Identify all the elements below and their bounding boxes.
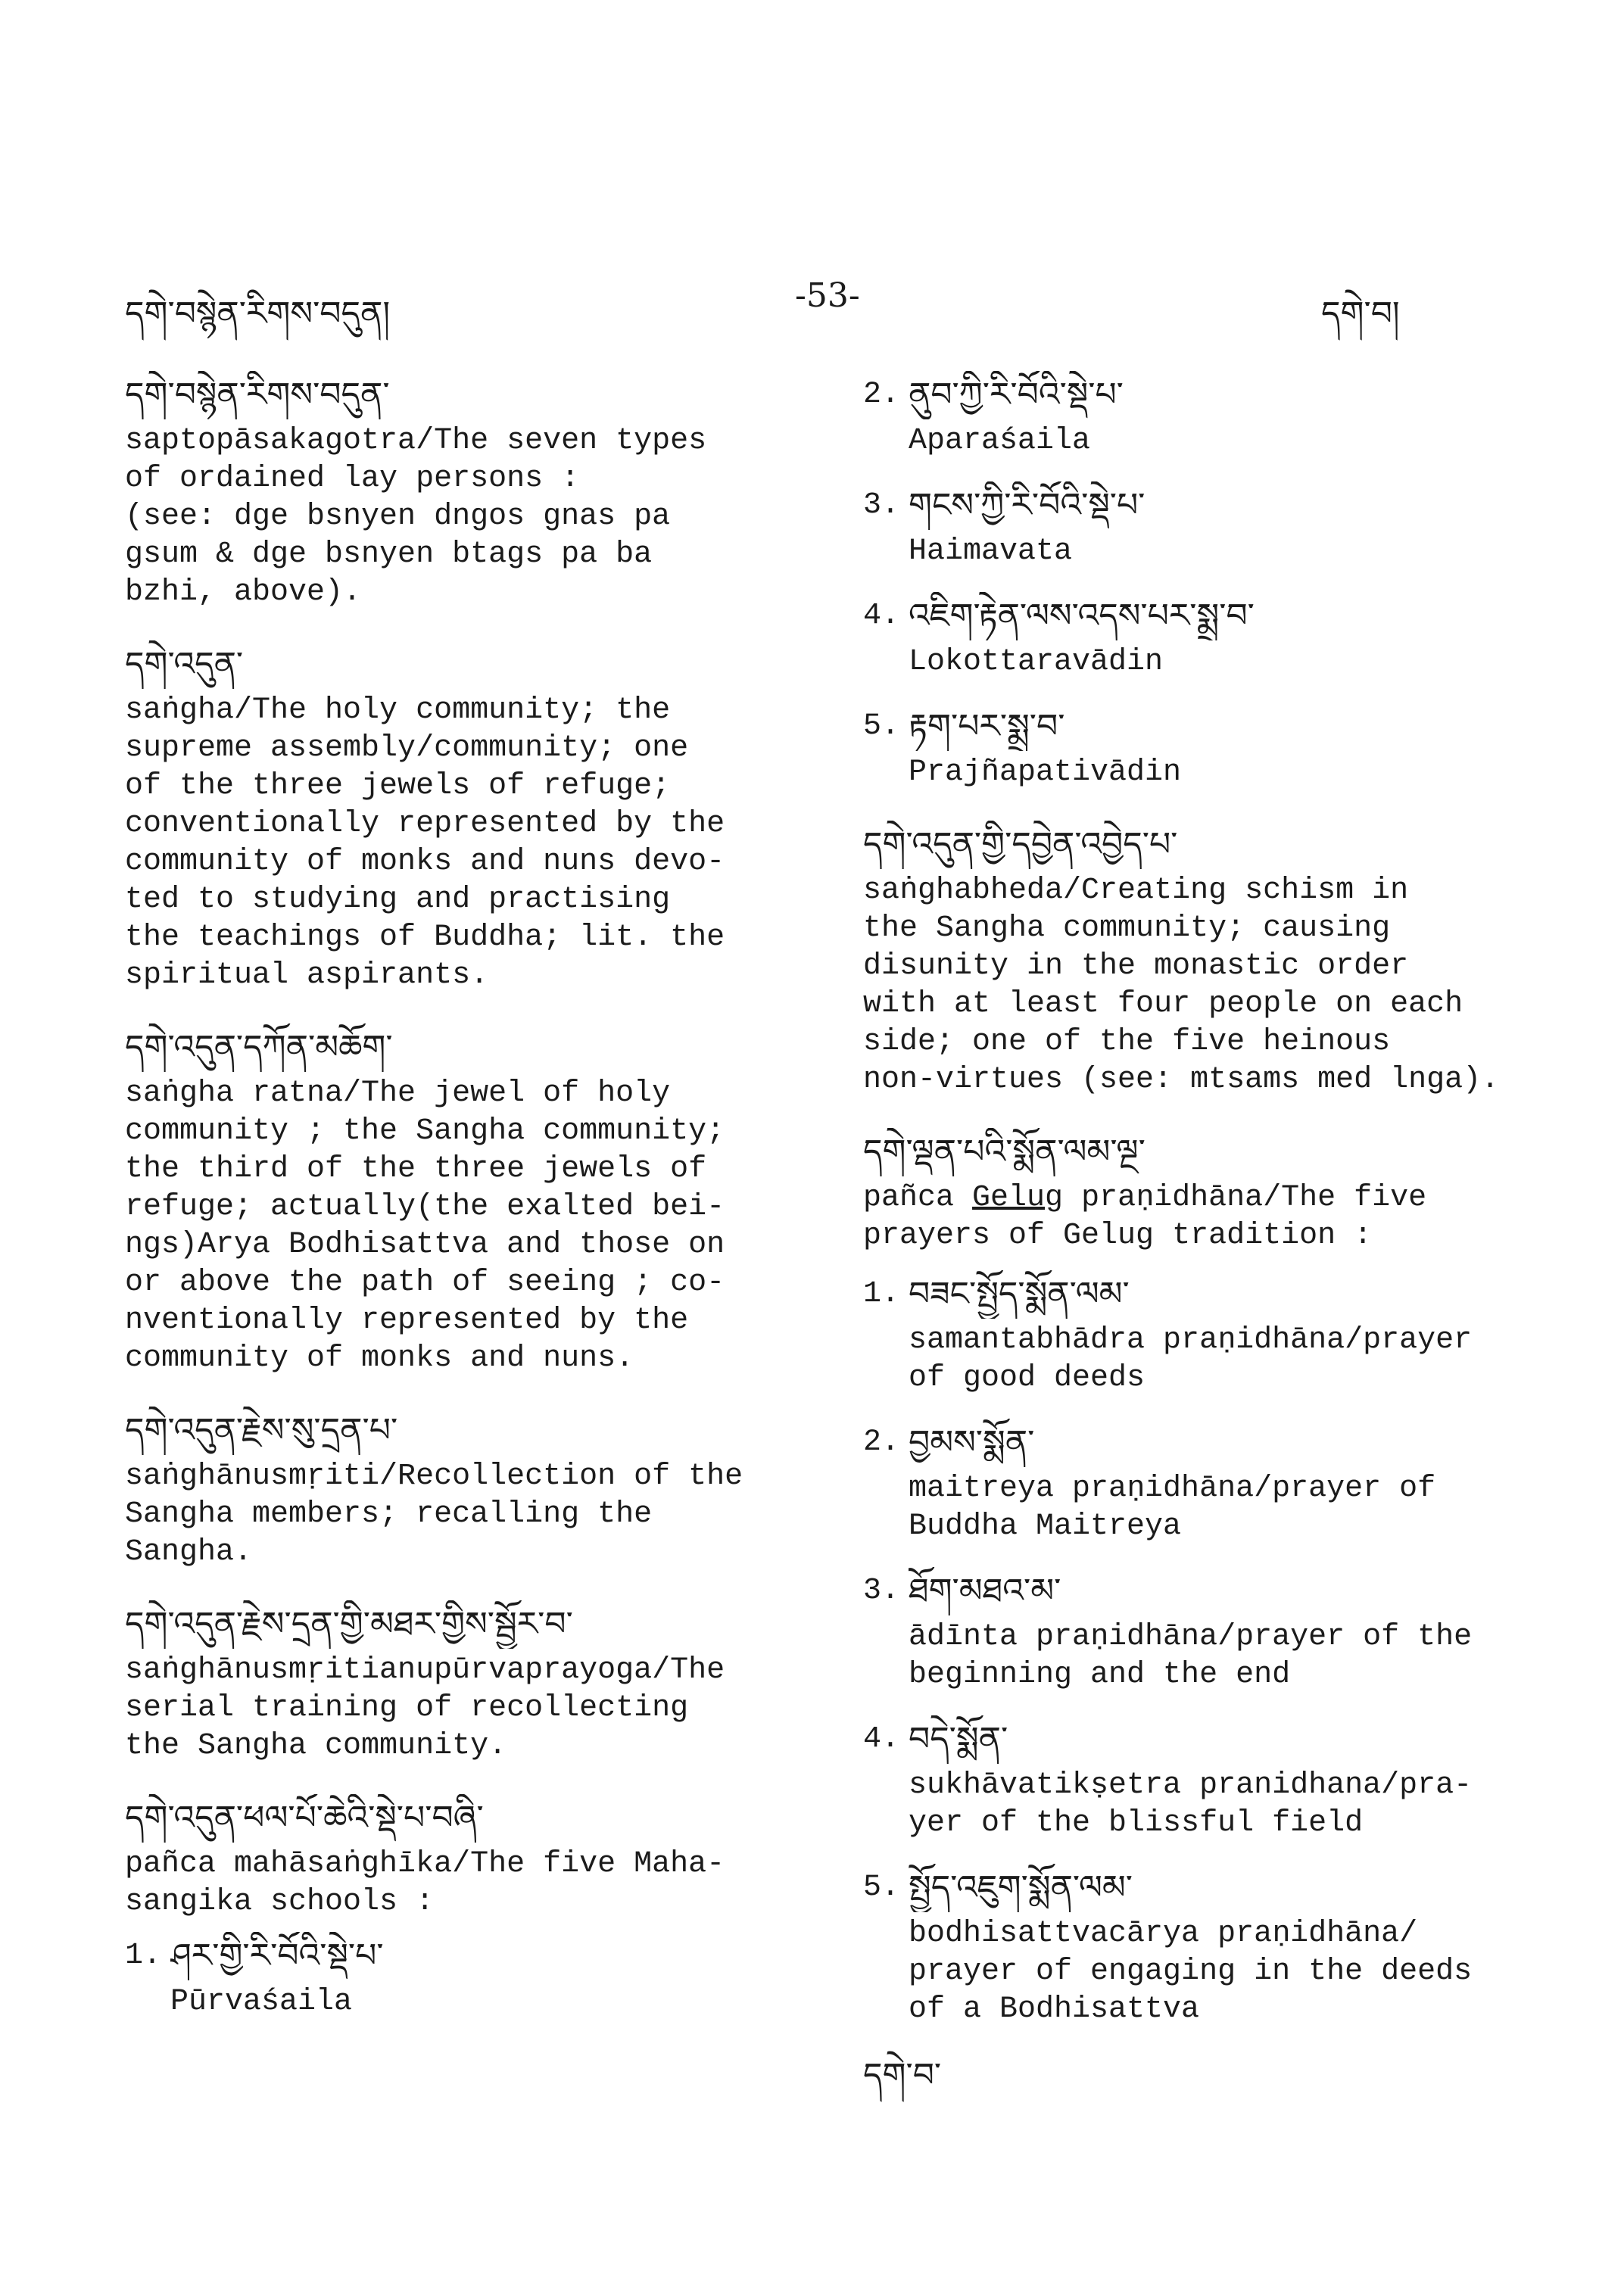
list-item: [125, 1932, 791, 2021]
list-number: 4.: [863, 599, 900, 633]
list-item: [863, 1567, 1545, 1694]
list-number: 2.: [863, 1425, 900, 1460]
list-item: [863, 371, 1545, 460]
entry-gelug-prayers: [863, 1128, 1545, 1255]
entry-definition: pañca mahāsaṅghīka/The five Maha- sangika schools :: [125, 1847, 725, 1919]
entry-saptopasakagotra: [125, 371, 791, 612]
list-item-tibetan: འཇིག་རྟེན་ལས་འདས་པར་སྨྲ་བ་: [909, 597, 1255, 635]
list-number: 2.: [863, 378, 900, 412]
entry-tibetan: དགེ་བསྙེན་རིགས་བདུན་: [125, 375, 390, 414]
list-item-tibetan: སྤྱོད་འཇུག་སྨོན་ལམ་: [909, 1868, 1133, 1907]
list-number: 5.: [863, 709, 900, 743]
trailing-headword: དགེ་བ་: [863, 2056, 942, 2095]
list-item: [863, 1419, 1545, 1546]
entry-sanghabheda: [863, 821, 1545, 1099]
list-item-name: Aparaśaila: [909, 424, 1091, 458]
entry-tibetan: དགེ་འདུན་དཀོན་མཆོག་: [125, 1028, 393, 1067]
list-item-name: samantabhādra praṇidhāna/prayer of good deeds: [909, 1323, 1473, 1395]
entry-definition: saṅgha ratna/The jewel of holy community ; the Sangha community; the third of the three jewels of refuge; actually(the exalted bei- ngs)Arya Bodhisattva and those on or above the path of seeing ; co- nventionally represented by the community of monks and nuns.: [125, 1076, 725, 1375]
entry-tibetan: དགེ་འདུན་: [125, 645, 244, 684]
entry-definition: [863, 1179, 1545, 1255]
entry-tibetan: དགེ་འདུན་རྗེས་དྲན་གྱི་མཐར་གྱིས་སྦྱོར་བ་: [125, 1605, 573, 1643]
list-item-tibetan: རྟག་པར་སྨྲ་བ་: [909, 707, 1065, 746]
list-item-tibetan: ཐོག་མཐའ་མ་: [909, 1572, 1061, 1610]
entry-tibetan: དགེ་འདུན་གྱི་དབྱེན་འབྱེད་པ་: [863, 825, 1178, 864]
entry-sanghanusmriti: [125, 1407, 791, 1572]
list-item-name: sukhāvatikṣetra pranidhana/pra- yer of the blissful field: [909, 1768, 1473, 1840]
definition-suffix: praṇidhāna/The five prayers of Gelug tradition :: [863, 1181, 1427, 1253]
list-item: [863, 592, 1545, 681]
list-item-name: Haimavata: [909, 534, 1073, 569]
list-item: [863, 481, 1545, 571]
underlined-term: Gelug: [972, 1181, 1064, 1215]
list-item-name: Pūrvaśaila: [170, 1985, 353, 2019]
entry-definition: saṅghabheda/Creating schism in the Sangha community; causing disunity in the monastic order with at least four people on each side; one of the five heinous non-virtues (see: mtsams med lnga).: [863, 874, 1500, 1097]
page-number: -53-: [795, 276, 860, 315]
entry-sangha: [125, 640, 791, 995]
list-item-name: bodhisattvacārya praṇidhāna/ prayer of engaging in the deeds of a Bodhisattva: [909, 1917, 1473, 2027]
entry-tibetan: དགེ་འདུན་རྗེས་སུ་དྲན་པ་: [125, 1411, 398, 1450]
list-item: [863, 1715, 1545, 1843]
right-column: [863, 371, 1545, 2100]
entry-definition: saptopāsakagotra/The seven types of ordained lay persons : (see: dge bsnyen dngos gnas pa gsum & dge bsnyen btags pa ba bzhi, above).: [125, 424, 707, 609]
list-item-tibetan: ནུབ་ཀྱི་རི་བོའི་སྡེ་པ་: [909, 375, 1124, 414]
entry-sanghanusmriti-prayoga: [125, 1600, 791, 1765]
list-item-name: Lokottaravādin: [909, 645, 1164, 679]
running-head-left: དགེ་བསྙེན་རིགས་བདུན།: [125, 294, 391, 333]
entry-definition: saṅgha/The holy community; the supreme assembly/community; one of the three jewels of refuge; conventionally represented by the community of monks and nuns devo- ted to studying and practising the teachings of Buddha; lit. the spiritual aspirants.: [125, 693, 725, 992]
entry-sangha-ratna: [125, 1023, 791, 1378]
list-item: [863, 703, 1545, 792]
list-item-name: Prajñapativādin: [909, 756, 1182, 790]
list-number: 1.: [863, 1277, 900, 1311]
entry-mahasanghika: [125, 1794, 791, 1921]
left-column: [125, 371, 791, 2042]
list-item-tibetan: ཤར་གྱི་རི་བོའི་སྡེ་པ་: [170, 1936, 384, 1975]
list-item-name: maitreya praṇidhāna/prayer of Buddha Maitreya: [909, 1472, 1436, 1544]
entry-tibetan: དགེ་ལྡན་པའི་སྨོན་ལམ་ལྔ་: [863, 1132, 1146, 1171]
entry-tibetan: དགེ་འདུན་ཕལ་པོ་ཆེའི་སྡེ་པ་བཞི་: [125, 1799, 484, 1837]
list-item-tibetan: གངས་ཀྱི་རི་བོའི་སྡེ་པ་: [909, 486, 1146, 525]
list-number: 5.: [863, 1871, 900, 1905]
list-number: 1.: [125, 1939, 162, 1973]
list-number: 3.: [863, 488, 900, 522]
list-item-tibetan: བྱམས་སྨོན་: [909, 1423, 1035, 1462]
entry-definition: saṅghānusmṛiti/Recollection of the Sangha members; recalling the Sangha.: [125, 1460, 743, 1569]
entry-definition: saṅghānusmṛitianupūrvaprayoga/The serial training of recollecting the Sangha community.: [125, 1653, 725, 1763]
list-item: [863, 1864, 1545, 2029]
list-item-tibetan: བདེ་སྨོན་: [909, 1720, 1008, 1759]
list-item-name: ādīnta praṇidhāna/prayer of the beginning and the end: [909, 1620, 1473, 1692]
list-item-tibetan: བཟང་སྤྱོད་སྨོན་ལམ་: [909, 1275, 1130, 1313]
list-number: 4.: [863, 1722, 900, 1756]
list-number: 3.: [863, 1574, 900, 1608]
running-head-right: དགེ་བ།: [1321, 294, 1400, 333]
list-item: [863, 1270, 1545, 1397]
definition-prefix: pañca: [863, 1181, 973, 1215]
